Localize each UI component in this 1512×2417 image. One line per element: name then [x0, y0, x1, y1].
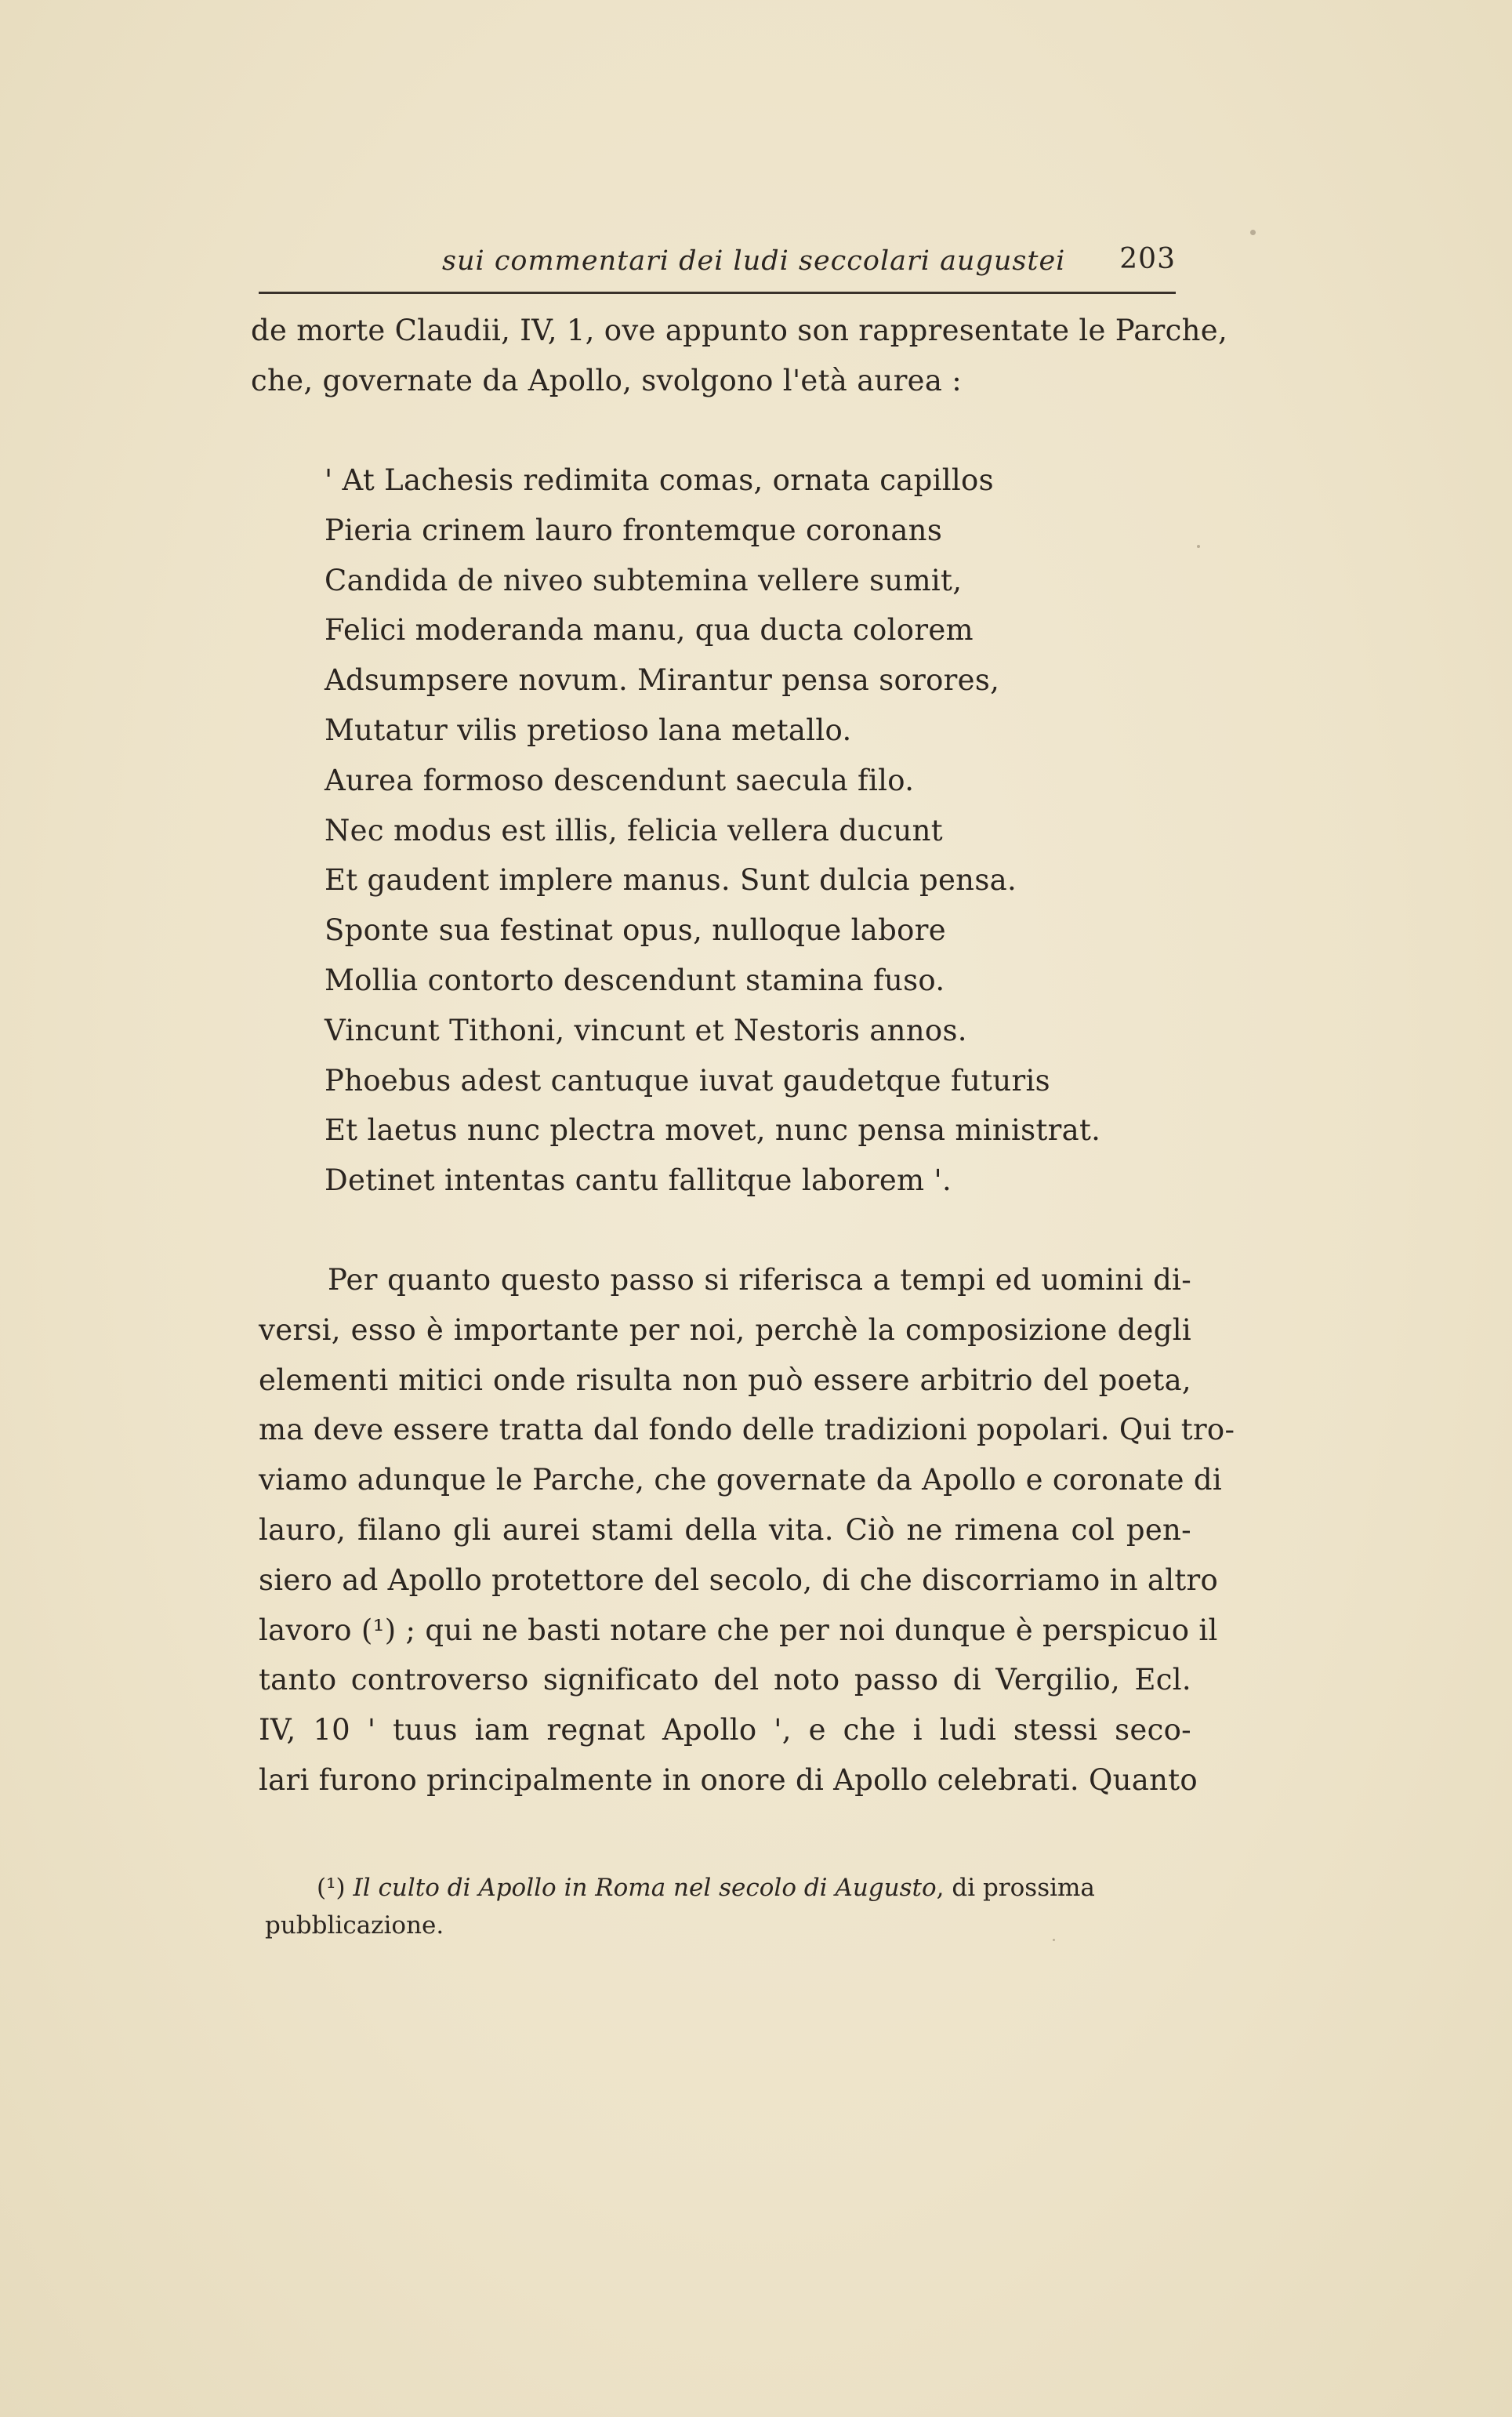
verse-line: Vincunt Tithoni, vincunt et Nestoris annos. [325, 1013, 967, 1047]
verse-line: Aurea formoso descendunt saecula filo. [325, 763, 915, 797]
text-line: ma deve essere tratta dal fondo delle tradizioni popolari. Qui tro- [259, 1413, 1235, 1447]
text-line: de morte Claudii, IV, 1, ove appunto son rappresentate le Parche, [251, 314, 1228, 347]
verse-line: Nec modus est illis, felicia vellera ducunt [325, 813, 943, 847]
verse-line: Et laetus nunc plectra movet, nunc pensa ministrat. [325, 1113, 1101, 1148]
verse-quotation [325, 455, 1100, 1206]
verse-line: Mutatur vilis pretioso lana metallo. [325, 713, 852, 747]
text-line: lauro, filano gli aurei stami della vita. Ciò ne rimena col pen- [259, 1512, 1191, 1547]
footnote-line: pubblicazione. [265, 1911, 444, 1940]
verse-line: Sponte sua festinat opus, nulloque labore [325, 913, 946, 948]
verse-line: Candida de niveo subtemina vellere sumit, [325, 563, 963, 597]
page-number: 203 [1119, 243, 1176, 275]
text-line: elementi mitici onde risulta non può essere arbitrio del poeta, [259, 1363, 1191, 1397]
verse-line: Pieria crinem lauro frontemque coronans [325, 513, 943, 547]
verse-line: Et gaudent implere manus. Sunt dulcia pensa. [325, 863, 1017, 898]
footnote-title: Il culto di Apollo in Roma nel secolo di Augusto [353, 1874, 937, 1902]
verse-line: Adsumpsere novum. Mirantur pensa sorores, [325, 663, 1000, 698]
running-head [259, 239, 1176, 286]
body-paragraph [259, 1255, 1235, 1805]
footnote-rest: , di prossima [936, 1874, 1095, 1902]
text-line: viamo adunque le Parche, che governate da Apollo e coronate di [259, 1463, 1223, 1497]
footnote-line [265, 1869, 1191, 1907]
verse-line: ' At Lachesis redimita comas, ornata capillos [325, 463, 994, 497]
header-rule [259, 292, 1176, 294]
text-line: lari furono principalmente in onore di Apollo celebrati. Quanto [259, 1762, 1198, 1797]
verse-line: Felici moderanda manu, qua ducta colorem [325, 613, 974, 648]
paper-speck [1250, 230, 1256, 235]
footnote [265, 1869, 1191, 1944]
text-line: lavoro (¹) ; qui ne basti notare che per noi dunque è perspicuo il [259, 1613, 1218, 1647]
intro-text [251, 306, 1228, 406]
running-title: sui commentari dei ludi seccolari augustei [442, 245, 1066, 277]
text-line: versi, esso è importante per noi, perchè la composizione degli [259, 1312, 1191, 1347]
text-line: tanto controverso significato del noto passo di Vergilio, Ecl. [259, 1663, 1191, 1697]
text-line: che, governate da Apollo, svolgono l'età aurea : [251, 364, 963, 397]
footnote-marker: (¹) [317, 1874, 346, 1902]
text-line: Per quanto questo passo si riferisca a tempi ed uomini di- [328, 1263, 1191, 1297]
verse-line: Phoebus adest cantuque iuvat gaudetque futuris [325, 1063, 1050, 1098]
text-line: siero ad Apollo protettore del secolo, di che discorriamo in altro [259, 1562, 1219, 1597]
paper-speck [1197, 545, 1200, 548]
verse-line: Detinet intentas cantu fallitque laborem '. [325, 1163, 952, 1198]
text-line: IV, 10 ' tuus iam regnat Apollo ', e che i ludi stessi seco- [259, 1713, 1191, 1747]
verse-line: Mollia contorto descendunt stamina fuso. [325, 963, 945, 997]
